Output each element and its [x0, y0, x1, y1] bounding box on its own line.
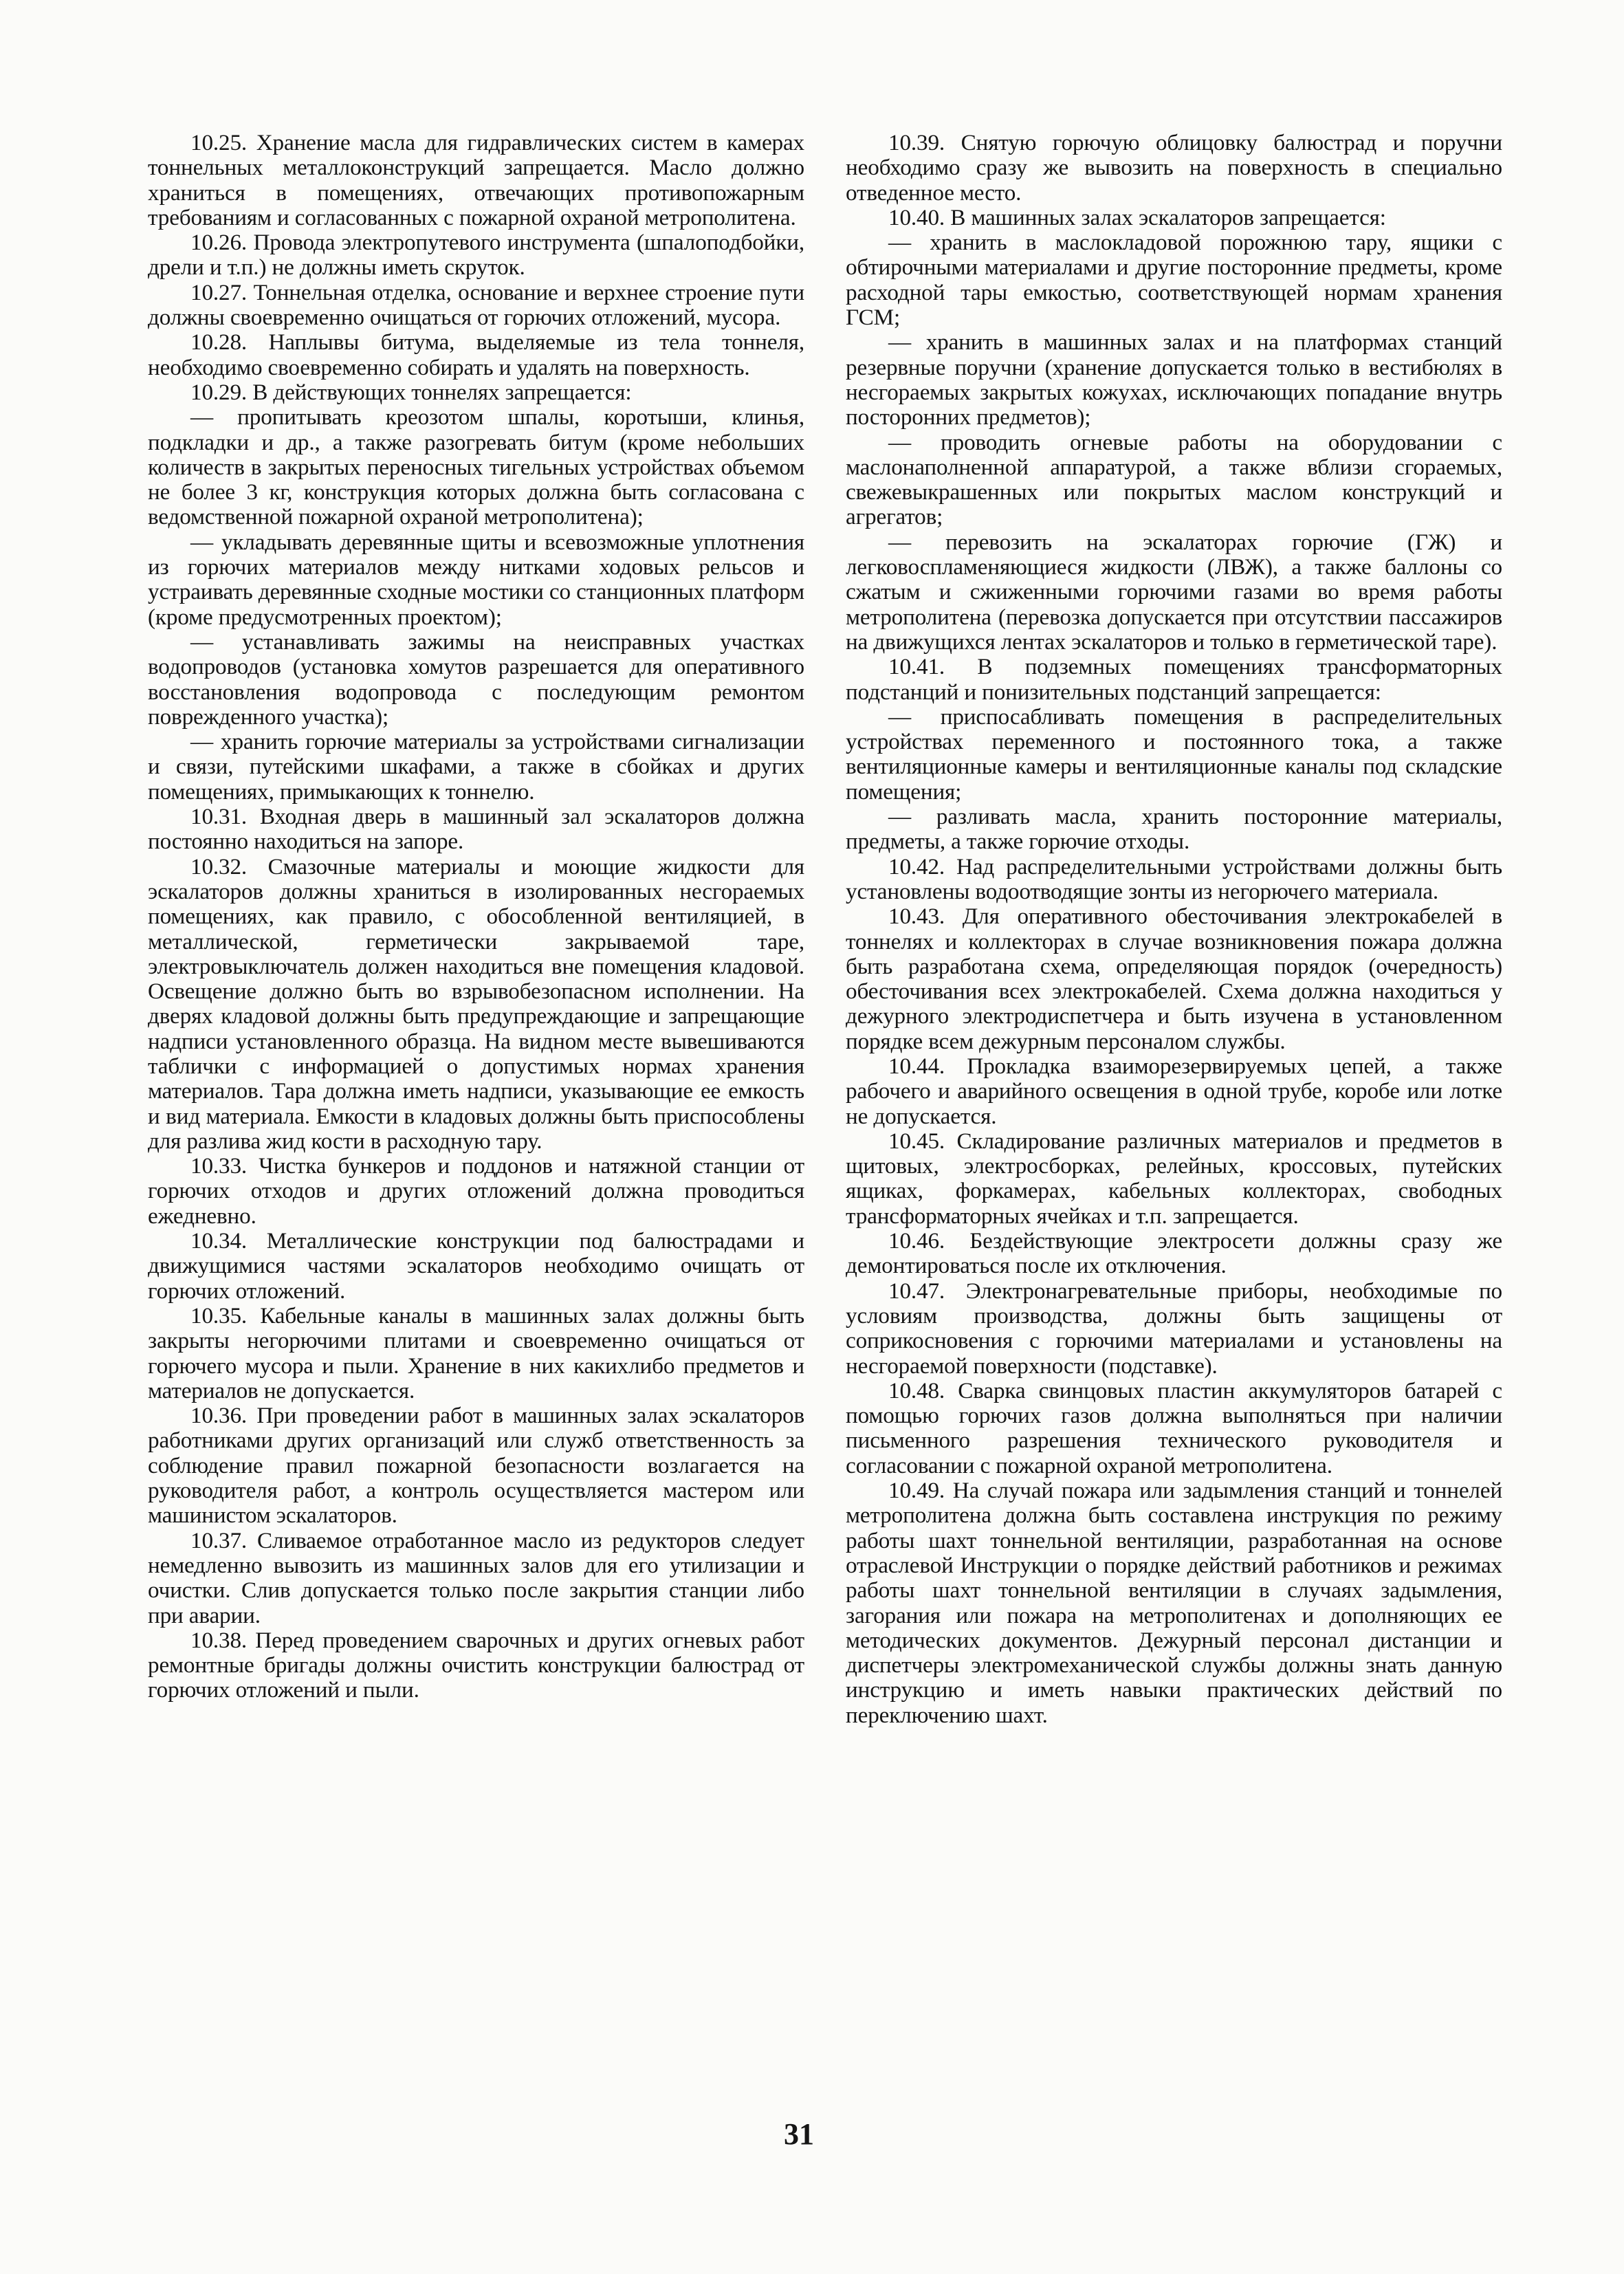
- clause-10-29-item-4: — хранить горючие материалы за устройствами сигнализации и связи, путейскими шкафами, а также в сбойках и других помещениях, примыкающих к тоннелю.: [148, 729, 804, 805]
- clause-10-41: 10.41. В подземных помещениях трансформаторных подстанций и понизительных подстанций запрещается:: [846, 654, 1502, 705]
- clause-10-43: 10.43. Для оперативного обесточивания электрокабелей в тоннелях и коллекторах в случае возникновения пожара должна быть разработана схема, определяющая порядок (очередность) обесточивания всех электрокабелей. Схема должна находиться у дежурного электродиспетчера и быть изучена в установленном порядке всем дежурным персоналом службы.: [846, 904, 1502, 1054]
- clause-10-27: 10.27. Тоннельная отделка, основание и верхнее строение пути должны своевременно очищаться от горючих отложений, мусора.: [148, 279, 804, 331]
- clause-10-47: 10.47. Электронагревательные приборы, необходимые по условиям производства, должны быть защищены от соприкосновения с горючими материалами и установлены на несгораемой поверхности (подставке).: [846, 1278, 1502, 1379]
- clause-10-40: 10.40. В машинных залах эскалаторов запрещается:: [888, 204, 1386, 230]
- clause-10-26: 10.26. Провода электропутевого инструмента (шпалоподбойки, дрели и т.п.) не должны иметь скруток.: [148, 230, 804, 281]
- clause-10-44: 10.44. Прокладка взаиморезервируемых цепей, а также рабочего и аварийного освещения в одной трубе, коробе или лотке не допускается.: [846, 1053, 1502, 1129]
- clause-10-35: 10.35. Кабельные каналы в машинных залах должны быть закрыты негорючими плитами и своевременно очищаться от горючего мусора и пыли. Хранение в них какихлибо предметов и материалов не допускается.: [148, 1302, 804, 1403]
- clause-10-34: 10.34. Металлические конструкции под балюстрадами и движущимися частями эскалаторов необходимо очищать от горючих отложений.: [148, 1228, 804, 1304]
- clause-10-33: 10.33. Чистка бункеров и поддонов и натяжной станции от горючих отходов и других отложений должна проводиться ежедневно.: [148, 1153, 804, 1229]
- clause-10-42: 10.42. Над распределительными устройствами должны быть установлены водоотводящие зонты из негорючего материала.: [846, 853, 1502, 904]
- clause-10-39: 10.39. Снятую горючую облицовку балюстрад и поручни необходимо сразу же вывозить на поверхность в специально отведенное место.: [846, 130, 1502, 206]
- clause-10-29-item-3: — устанавливать зажимы на неисправных участках водопроводов (установка хомутов разрешается для оперативного восстановления водопровода с последующим ремонтом поврежденного участка);: [148, 628, 804, 730]
- clause-10-32: 10.32. Смазочные материалы и моющие жидкости для эскалаторов должны храниться в изолированных несгораемых помещениях, как правило, с обособленной вентиляцией, в металлической, герметически закрываемой таре, электровыключатель должен находиться вне помещения кладовой. Освещение должно быть во взрывобезопасном исполнении. На дверях кладовой должны быть предупреждающие и запрещающие надписи установленного образца. На видном месте вывешиваются таблички с информацией о допустимых нормах хранения материалов. Тара должна иметь надписи, указывающие ее емкость и вид материала. Емкости в кладовых должны быть приспособлены для разлива жид кости в расходную тару.: [148, 853, 804, 1154]
- clause-10-40-item-2: — хранить в машинных залах и на платформах станций резервные поручни (хранение допускается только в вестибюлях в несгораемых закрытых кожухах, исключающих попадание внутрь посторонних предметов);: [846, 329, 1502, 430]
- clause-10-40-item-4: — перевозить на эскалаторах горючие (ГЖ) и легковоспламеняющиеся жидкости (ЛВЖ), а также баллоны со сжатым и сжиженными горючими газами во время работы метрополитена (перевозка допускается при отсутствии пассажиров на движущихся лентах эскалаторов и только в герметической таре).: [846, 529, 1502, 655]
- document-page: [148, 131, 1502, 2194]
- clause-10-40-item-1: — хранить в маслокладовой порожнюю тару, ящики с обтирочными материалами и другие посторонние предметы, кроме расходной тары емкостью, соответствующей нормам хранения ГСМ;: [846, 230, 1502, 331]
- clause-10-36: 10.36. При проведении работ в машинных залах эскалаторов работниками других организаций или служб ответственность за соблюдение правил пожарной безопасности возлагается на руководителя работ, а контроль осуществляется мастером или машинистом эскалаторов.: [148, 1403, 804, 1529]
- clause-10-46: 10.46. Бездействующие электросети должны сразу же демонтироваться после их отключения.: [846, 1228, 1502, 1279]
- clause-10-41-item-1: — приспосабливать помещения в распределительных устройствах переменного и постоянного тока, а также вентиляционные камеры и вентиляционные каналы под складские помещения;: [846, 703, 1502, 805]
- clause-10-49: 10.49. На случай пожара или задымления станций и тоннелей метрополитена должна быть составлена инструкция по режиму работы шахт тоннельной вентиляции, разработанная на основе отраслевой Инструкции о порядке действий работников и режимах работы шахт тоннельной вентиляции в случаях задымления, загорания или пожара на метрополитенах и дополняющих ее методических документов. Дежурный персонал дистанции и диспетчеры электромеханической службы должны знать данную инструкцию и иметь навыки практических действий по переключению шахт.: [846, 1478, 1502, 1728]
- clause-10-28: 10.28. Наплывы битума, выделяемые из тела тоннеля, необходимо своевременно собирать и удалять на поверхность.: [148, 329, 804, 380]
- clause-10-29-item-1: — пропитывать креозотом шпалы, коротыши, клинья, подкладки и др., а также разогревать битум (кроме небольших количеств в закрытых переносных тигельных устройствах объемом не более 3 кг, конструкция которых должна быть согласована с ведомственной пожарной охраной метрополитена);: [148, 404, 804, 530]
- clause-10-38: 10.38. Перед проведением сварочных и других огневых работ ремонтные бригады должны очистить конструкции балюстрад от горючих отложений и пыли.: [148, 1627, 804, 1703]
- clause-10-25: 10.25. Хранение масла для гидравлических систем в камерах тоннельных металлоконструкций запрещается. Масло должно храниться в помещениях, отвечающих противопожарным требованиям и согласованных с пожарной охраной метрополитена.: [148, 130, 804, 230]
- clause-10-31: 10.31. Входная дверь в машинный зал эскалаторов должна постоянно находиться на запоре.: [148, 804, 804, 855]
- clause-10-29-item-2: — укладывать деревянные щиты и всевозможные уплотнения из горючих материалов между нитками ходовых рельсов и устраивать деревянные сходные мостики со станционных платформ (кроме предусмотренных проектом);: [148, 529, 804, 630]
- right-column: [846, 131, 1502, 1728]
- clause-10-45: 10.45. Складирование различных материалов и предметов в щитовых, электросборках, релейных, кроссовых, путейских ящиках, форкамерах, кабельных коллекторах, свободных трансформаторных ячейках и т.п. запрещается.: [846, 1128, 1502, 1229]
- clause-10-48: 10.48. Сварка свинцовых пластин аккумуляторов батарей с помощью горючих газов должна выполняться при наличии письменного разрешения технического руководителя и согласовании с пожарной охраной метрополитена.: [846, 1377, 1502, 1478]
- clause-10-37: 10.37. Сливаемое отработанное масло из редукторов следует немедленно вывозить из машинных залов для его утилизации и очистки. Слив допускается только после закрытия станции либо при аварии.: [148, 1527, 804, 1628]
- left-column: [148, 131, 804, 1703]
- clause-10-41-item-2: — разливать масла, хранить посторонние материалы, предметы, а также горючие отходы.: [846, 804, 1502, 855]
- clause-10-40-item-3: — проводить огневые работы на оборудовании с маслонаполненной аппаратурой, а также вблизи сгораемых, свежевыкрашенных или покрытых маслом конструкций и агрегатов;: [846, 429, 1502, 530]
- clause-10-29: 10.29. В действующих тоннелях запрещается:: [190, 379, 632, 405]
- page-number: 31: [784, 2117, 814, 2151]
